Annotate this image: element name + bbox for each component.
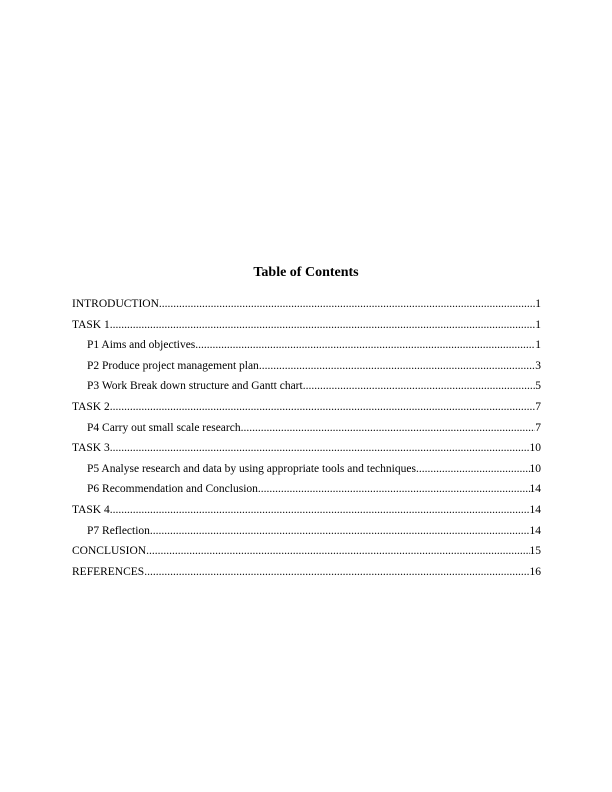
toc-dot-leader	[150, 521, 530, 542]
toc-dot-leader	[110, 397, 536, 418]
toc-entry-label: REFERENCES	[72, 565, 145, 578]
toc-entry-task-2[interactable]	[72, 397, 541, 418]
toc-entry-label: P3 Work Break down structure and Gantt chart	[87, 380, 303, 393]
toc-dot-leader	[303, 376, 536, 397]
toc-entry-label: INTRODUCTION	[72, 298, 159, 310]
toc-dot-leader	[259, 356, 535, 377]
toc-entry-page: 3	[535, 359, 541, 372]
toc-dot-leader	[144, 562, 529, 583]
toc-entry-task-4[interactable]	[72, 500, 541, 521]
toc-dot-leader	[159, 294, 535, 315]
toc-entry-page: 14	[529, 503, 541, 516]
toc-entry-page: 1	[535, 298, 541, 310]
toc-entry-page: 1	[535, 318, 541, 331]
toc-dot-leader	[241, 418, 536, 439]
toc-entry-label: TASK 2	[72, 400, 110, 413]
toc-entry-page: 14	[529, 483, 541, 496]
toc-entry-p4[interactable]	[72, 418, 541, 439]
toc-entry-references[interactable]	[72, 562, 541, 583]
toc-entry-page: 5	[535, 380, 541, 393]
toc-entry-p5[interactable]	[72, 459, 541, 480]
toc-entry-introduction[interactable]	[72, 294, 541, 315]
toc-entry-label: P5 Analyse research and data by using appropriate tools and techniques	[87, 462, 416, 475]
toc-entry-p1[interactable]	[72, 335, 541, 356]
toc-entry-page: 1	[535, 339, 541, 352]
toc-dot-leader	[416, 459, 530, 480]
toc-entry-p6[interactable]	[72, 479, 541, 500]
toc-entry-label: TASK 4	[72, 503, 110, 516]
toc-dot-leader	[110, 500, 530, 521]
toc-entry-page: 14	[529, 524, 541, 537]
toc-entry-label: P6 Recommendation and Conclusion	[87, 483, 258, 496]
toc-dot-leader	[110, 315, 536, 336]
toc-entry-page: 10	[529, 442, 541, 455]
toc-title: Table of Contents	[253, 265, 359, 280]
toc-entry-p3[interactable]	[72, 376, 541, 397]
toc-dot-leader	[146, 541, 529, 562]
toc-dot-leader	[195, 335, 535, 356]
toc-entry-page: 7	[535, 421, 541, 434]
toc-entry-p2[interactable]	[72, 356, 541, 377]
toc-entry-label: P2 Produce project management plan	[87, 359, 259, 372]
toc-entry-page: 16	[529, 565, 541, 578]
toc-entry-label: P4 Carry out small scale research	[87, 421, 241, 434]
toc-entry-p7[interactable]	[72, 521, 541, 542]
toc-dot-leader	[258, 479, 530, 500]
toc-entry-page: 7	[535, 400, 541, 413]
toc-entry-task-3[interactable]	[72, 438, 541, 459]
toc-entry-label: P1 Aims and objectives	[87, 339, 196, 352]
toc-entry-conclusion[interactable]	[72, 541, 541, 562]
toc-entry-task-1[interactable]	[72, 315, 541, 336]
toc-entry-page: 10	[529, 462, 541, 475]
toc-entry-label: TASK 3	[72, 442, 110, 455]
toc-entry-label: TASK 1	[72, 318, 110, 331]
toc-list	[72, 294, 541, 582]
toc-entry-label: P7 Reflection	[87, 524, 150, 537]
toc-entry-label: CONCLUSION	[72, 545, 147, 558]
toc-dot-leader	[110, 438, 530, 459]
toc-entry-page: 15	[529, 545, 541, 558]
